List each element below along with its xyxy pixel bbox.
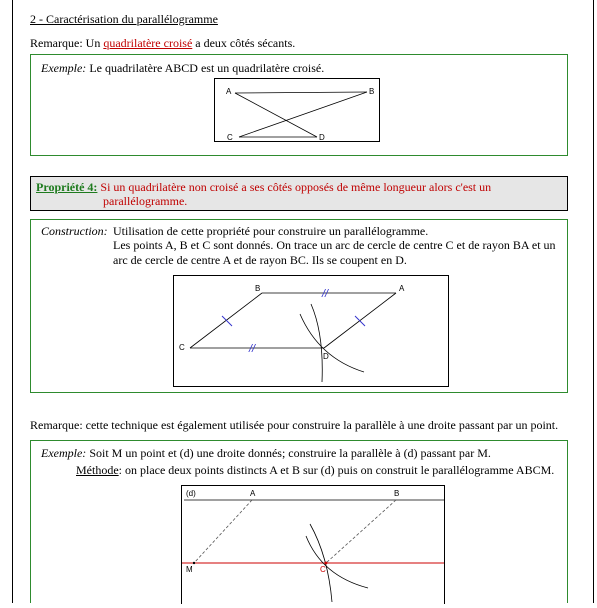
- example-2-method: [76, 463, 554, 477]
- point-label-b: B: [255, 284, 261, 293]
- point-label-c: C: [320, 565, 326, 574]
- example-1-text: [41, 61, 324, 75]
- construction-line-3: arc de cercle de centre A et de rayon BC. Ils se coupent en D.: [113, 253, 407, 267]
- method-text: : on place deux points distincts A et B sur (d) puis on construit le parallélogramme ABCM.: [118, 463, 555, 477]
- point-label-c: C: [179, 343, 185, 352]
- term-crossed-quadrilateral: quadrilatère croisé: [103, 36, 193, 50]
- figure-parallel-construction: [181, 485, 445, 604]
- example-2-body: Soit M un point et (d) une droite donnés; construire la parallèle à (d) passant par M.: [89, 446, 491, 460]
- example-1-label: Exemple:: [41, 61, 87, 75]
- remark-1-suffix: a deux côtés sécants.: [195, 36, 296, 50]
- example-2-box: [30, 440, 568, 603]
- point-label-b: B: [394, 489, 400, 498]
- construction-line-2: Les points A, B et C sont donnés. On trace un arc de cercle de centre C et de rayon BA et un: [113, 238, 556, 252]
- property-4-line-1: [36, 180, 491, 194]
- remark-1-label: Remarque:: [30, 36, 83, 50]
- example-1-body: Le quadrilatère ABCD est un quadrilatère croisé.: [89, 61, 325, 75]
- remark-2-label: Remarque:: [30, 418, 83, 432]
- example-2-line-1: [41, 446, 491, 460]
- example-1-box: [30, 54, 568, 156]
- crossed-quadrilateral-svg: [215, 79, 379, 141]
- equal-length-mark-top: //: [322, 288, 329, 300]
- point-label-a: A: [226, 87, 232, 96]
- construction-line-1: Utilisation de cette propriété pour construire un parallélogramme.: [113, 224, 429, 238]
- remark-2-body: cette technique est également utilisée pour construire la parallèle à une droite passant par un point.: [85, 418, 559, 432]
- point-label-b: B: [369, 87, 375, 96]
- example-2-label: Exemple:: [41, 446, 87, 460]
- point-label-d: D: [319, 133, 325, 141]
- parallel-construction-svg: [182, 486, 444, 604]
- section-title: 2 - Caractérisation du parallélogramme: [30, 12, 218, 26]
- point-label-a: A: [250, 489, 256, 498]
- remark-1-prefix: Un: [85, 36, 101, 50]
- point-label-a: A: [399, 284, 405, 293]
- parallelogram-construction-svg: [174, 276, 448, 386]
- construction-box: [30, 219, 568, 393]
- equal-length-mark-bottom: //: [249, 343, 256, 355]
- point-label-c: C: [227, 133, 233, 141]
- remark-2: [30, 418, 558, 432]
- figure-crossed-quadrilateral: [214, 78, 380, 142]
- line-label-d: (d): [186, 489, 196, 498]
- construction-label: Construction:: [41, 224, 108, 238]
- point-label-m: M: [186, 565, 193, 574]
- remark-1: [30, 36, 295, 50]
- property-4-label: Propriété 4:: [36, 180, 98, 194]
- property-4-box: [30, 176, 568, 211]
- property-4-text-1: Si un quadrilatère non croisé a ses côtés opposés de même longueur alors c'est un: [100, 180, 492, 194]
- method-label: Méthode: [76, 463, 119, 477]
- figure-parallelogram-construction: [173, 275, 449, 387]
- point-label-d: D: [323, 352, 329, 361]
- property-4-line-2: parallélogramme.: [103, 194, 188, 208]
